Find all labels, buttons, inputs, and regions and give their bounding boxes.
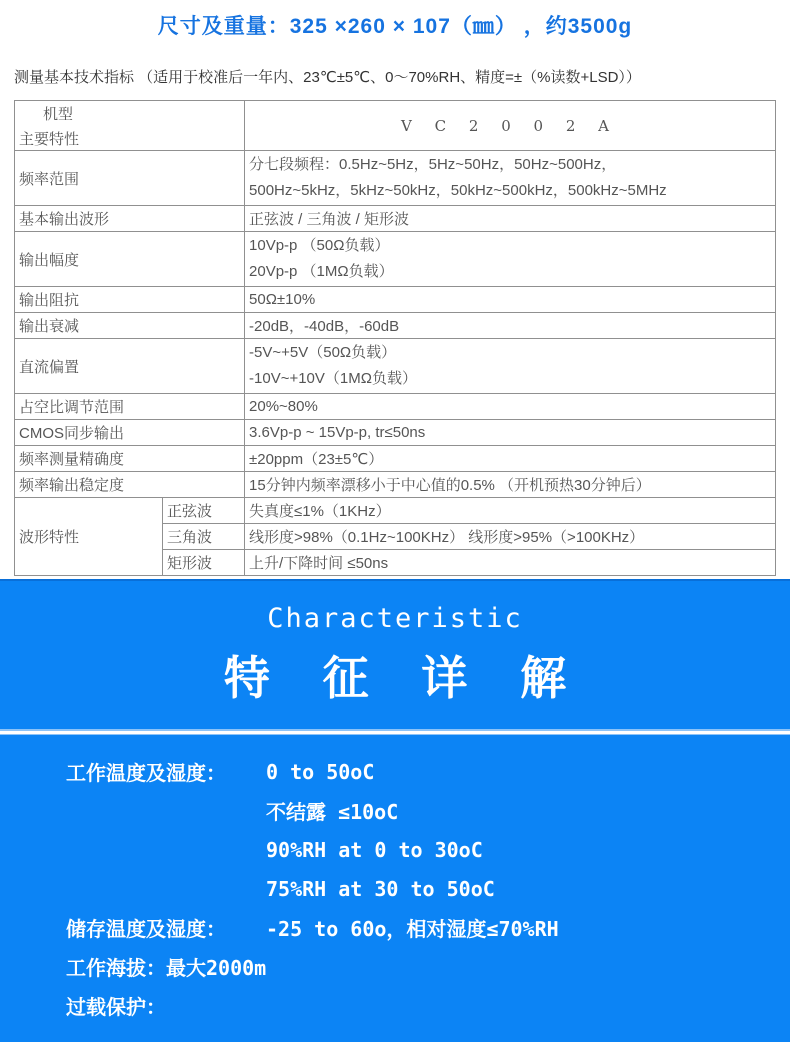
row-value: ±20ppm（23±5℃） (245, 446, 776, 472)
row-value (245, 151, 776, 206)
waveform-sub-label: 三角波 (163, 524, 245, 550)
env-label: 工作海拔： (66, 956, 166, 980)
row-label: 输出衰减 (15, 313, 245, 339)
banner-title-zh: 特 征 详 解 (223, 651, 587, 704)
env-value: 75%RH at 30 to 50oC (266, 876, 495, 901)
row-label: 输出阻抗 (15, 287, 245, 313)
spec-table (14, 100, 776, 576)
row-value: -20dB，-40dB，-60dB (245, 313, 776, 339)
row-value: 50Ω±10% (245, 287, 776, 313)
table-row-waveform-sine (15, 498, 776, 524)
env-line-clipped (66, 986, 790, 1025)
table-row-frequency-range (15, 151, 776, 206)
env-line-storage-temp (66, 908, 790, 947)
env-line-rh-low (66, 830, 790, 869)
row-value-line: 500Hz~5kHz，5kHz~50kHz，50kHz~500kHz，500kHz~5MHz (249, 182, 667, 199)
row-label: 直流偏置 (15, 339, 245, 394)
env-line-altitude (66, 947, 790, 986)
row-value: 20%~80% (245, 394, 776, 420)
row-label: 频率范围 (15, 151, 245, 206)
table-row-output-waveform (15, 206, 776, 232)
row-label: 基本输出波形 (15, 206, 245, 232)
table-row-output-impedance (15, 287, 776, 313)
env-line-operating-temp (66, 752, 790, 791)
page-subtitle: 测量基本技术指标 （适用于校准后一年内、23℃±5℃、0～70%RH、精度=±（%读数+LSD）） (14, 69, 641, 86)
table-row-cmos-sync-output (15, 420, 776, 446)
env-label: 过载保护： (66, 995, 166, 1019)
row-value-line: 20Vp-p （1MΩ负载） (249, 263, 394, 280)
row-value-line: -5V~+5V（50Ω负载） (249, 344, 397, 361)
row-value-line: -10V~+10V（1MΩ负载） (249, 370, 417, 387)
row-label: 频率测量精确度 (15, 446, 245, 472)
env-label: 储存温度及湿度： (66, 917, 226, 941)
env-value: 90%RH at 0 to 30oC (266, 837, 483, 862)
model-value: V C 2 0 0 2 A (245, 101, 776, 151)
row-value-line: 10Vp-p （50Ω负载） (249, 237, 390, 254)
row-value: 正弦波 / 三角波 / 矩形波 (245, 206, 776, 232)
env-value: 最大2000m (166, 956, 267, 980)
env-label: 工作温度及湿度： (66, 761, 226, 785)
environment-section (0, 735, 790, 1042)
row-label: 输出幅度 (15, 232, 245, 287)
waveform-sub-label: 正弦波 (163, 498, 245, 524)
row-label: 频率输出稳定度 (15, 472, 245, 498)
table-row-frequency-stability (15, 472, 776, 498)
page-title: 尺寸及重量：325 ×260 × 107（㎜） ，约3500g (157, 15, 633, 38)
row-value (245, 232, 776, 287)
model-label-line1: 机型 (43, 105, 74, 123)
row-value (245, 339, 776, 394)
banner-title-en: Characteristic (267, 602, 523, 634)
row-value: 失真度≤1%（1KHz） (245, 498, 776, 524)
row-value-line: 分七段频程：0.5Hz~5Hz，5Hz~50Hz，50Hz~500Hz， (249, 156, 617, 173)
row-value: 15分钟内频率漂移小于中心值的0.5% （开机预热30分钟后） (245, 472, 776, 498)
row-label: 占空比调节范围 (15, 394, 245, 420)
row-value: 上升/下降时间 ≤50ns (245, 550, 776, 576)
env-value: 不结露 ≤10oC (266, 800, 399, 824)
waveform-sub-label: 矩形波 (163, 550, 245, 576)
table-row-output-attenuation (15, 313, 776, 339)
env-line-rh-high (66, 869, 790, 908)
characteristic-banner (0, 579, 790, 729)
env-line-no-condensation (66, 791, 790, 830)
env-value: 0 to 50oC (266, 759, 375, 784)
table-row-duty-cycle (15, 394, 776, 420)
row-value: 线形度>98%（0.1Hz~100KHz） 线形度>95%（>100KHz） (245, 524, 776, 550)
table-row-output-amplitude (15, 232, 776, 287)
env-value: -25 to 60o，相对湿度≤70%RH (266, 917, 559, 941)
table-row-dc-offset (15, 339, 776, 394)
row-label: CMOS同步输出 (15, 420, 245, 446)
model-label-cell (15, 101, 245, 151)
waveform-label: 波形特性 (15, 498, 163, 576)
table-row-model (15, 101, 776, 151)
row-value: 3.6Vp-p ~ 15Vp-p, tr≤50ns (245, 420, 776, 446)
table-row-frequency-accuracy (15, 446, 776, 472)
model-label-line2: 主要特性 (19, 130, 80, 148)
